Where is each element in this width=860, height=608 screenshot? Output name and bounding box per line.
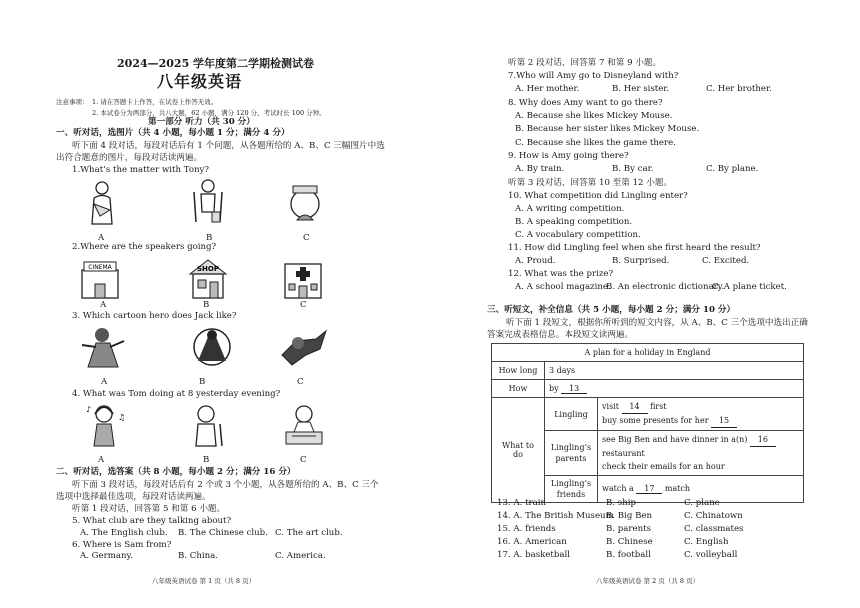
lingling-label: Lingling [545, 398, 598, 431]
q11-option-b: B. Surprised. [612, 256, 670, 266]
q16-option-b: B. Chinese [606, 537, 653, 547]
q9-option-b: B. By car. [612, 164, 654, 174]
table-title: A plan for a holiday in England [492, 344, 804, 362]
how-long-value: 3 days [545, 362, 804, 380]
notice-1: 1. 请在答题卡上作答，在试卷上作答无效。 [92, 98, 218, 106]
q4-label-a: A [98, 455, 105, 465]
q1-image-c-headache [283, 180, 327, 226]
q2-image-b-shop [186, 254, 230, 300]
q2-image-c-hospital [281, 254, 325, 300]
q17-option-c: C. volleyball [684, 550, 738, 560]
how-long-label: How long [492, 362, 545, 380]
q10-option-b: B. A speaking competition. [515, 217, 633, 227]
q9-option-a: A. By train. [515, 164, 565, 174]
dialogue1-instruction: 听第 1 段对话，回答第 5 和第 6 小题。 [72, 504, 226, 514]
q3-label-b: B [199, 377, 206, 387]
q6-option-c: C. America. [275, 551, 326, 561]
q6-option-a: A. Germany. [80, 551, 133, 561]
parents-label: Lingling’s parents [545, 431, 598, 476]
q5-option-b: B. The Chinese club. [178, 528, 268, 538]
q4-image-b-boy-standing [186, 402, 230, 448]
blank-16: 16 [750, 433, 776, 447]
section1-heading: 一、听对话，选图片（共 4 小题，每小题 1 分；满分 4 分） [56, 128, 290, 138]
section3-instruction-cont: 答案完成表格信息。本段短文读两遍。 [487, 330, 634, 340]
q17-option-b: B. football [606, 550, 651, 560]
q7-option-c: C. Her brother. [706, 84, 772, 94]
q11-option-a: A. Proud. [515, 256, 556, 266]
question-7: 7.Who will Amy go to Disneyland with? [508, 71, 679, 81]
q4-label-b: B [203, 455, 210, 465]
q7-option-b: B. Her sister. [612, 84, 670, 94]
q8-option-b: B. Because her sister likes Mickey Mouse. [515, 124, 700, 134]
table-row [492, 380, 804, 398]
q15-option-b: B. parents [606, 524, 651, 534]
part1-heading: 第一部分 听力（共 30 分） [148, 117, 255, 127]
blank-14: 14 [622, 400, 648, 414]
q16-option-a: 16. A. American [497, 537, 567, 547]
notice-2: 2. 本试卷分为两部分，共八大题，62 小题，满分 120 分，考试时长 100 分钟。 [92, 109, 326, 117]
q14-option-c: C. Chinatown [684, 511, 743, 521]
q2-label-c: C [300, 300, 307, 310]
notice-label: 注意事项： [56, 98, 89, 106]
what-to-do-label: What to do [492, 398, 545, 503]
q5-option-c: C. The art club. [275, 528, 343, 538]
q10-option-c: C. A vocabulary competition. [515, 230, 641, 240]
question-9: 9. How is Amy going there? [508, 151, 629, 161]
question-3: 3. Which cartoon hero does Jack like? [72, 311, 237, 321]
question-4: 4. What was Tom doing at 8 yesterday evening? [72, 389, 281, 399]
q3-label-a: A [101, 377, 108, 387]
section1-instruction-cont: 出符合题意的图片，每段对话读两遍。 [56, 153, 203, 163]
q14-option-b: B. Big Ben [606, 511, 653, 521]
exam-subject: 八年级英语 [157, 72, 243, 91]
q3-image-b-batman [186, 325, 236, 371]
footer-right: 八年级英语试卷 第 2 页（共 8 页） [596, 577, 700, 585]
q1-image-b-crutches [186, 178, 230, 224]
q1-label-b: B [206, 233, 213, 243]
parents-plan [598, 431, 804, 476]
q2-image-a-cinema [78, 254, 122, 300]
blank-17: 17 [636, 484, 662, 494]
q2-label-b: B [203, 300, 210, 310]
q13-option-b: B. ship [606, 498, 636, 508]
q16-option-c: C. English [684, 537, 729, 547]
section2-instruction: 听下面 3 段对话，每段对话后有 2 个或 3 个小题，从各题所给的 A、B、C 三个 [72, 480, 379, 490]
table-row [492, 344, 804, 362]
shop-sign: SHOP [197, 265, 219, 273]
friends-watch: watch a [602, 484, 634, 493]
section2-instruction-cont: 选项中选择最佳选项，每段对话读两遍。 [56, 492, 211, 502]
q1-image-a-arm-sling [80, 180, 124, 226]
q10-option-a: A. A writing competition. [515, 204, 625, 214]
how-prefix: by [549, 383, 559, 393]
q1-label-a: A [98, 233, 105, 243]
question-10: 10. What competition did Lingling enter? [508, 191, 688, 201]
q13-option-c: C. plane [684, 498, 720, 508]
q15-option-c: C. classmates [684, 524, 744, 534]
parents-line1b: restaurant [602, 449, 645, 458]
dialogue2-instruction: 听第 2 段对话，回答第 7 和第 9 小题。 [508, 58, 662, 68]
section2-heading: 二、听对话，选答案（共 8 小题，每小题 2 分；满分 16 分） [56, 467, 296, 477]
lingling-buy: buy some presents for her [602, 416, 709, 425]
blank-15: 15 [711, 414, 737, 428]
question-6: 6. Where is Sam from? [72, 540, 172, 550]
friends-label: Lingling’s friends [545, 476, 598, 503]
lingling-visit: visit [602, 402, 619, 411]
lingling-plan [598, 398, 804, 431]
q12-option-a: A. A school magazine. [515, 282, 611, 292]
holiday-plan-table [491, 343, 804, 503]
parents-line2: check their emails for an hour [602, 462, 725, 471]
q12-option-b: B. An electronic dictionary. [606, 282, 725, 292]
blank-13: 13 [561, 384, 587, 394]
q4-image-c-doing-homework [282, 402, 326, 448]
question-1: 1.What’s the matter with Tony? [72, 165, 209, 175]
parents-line1a: see Big Ben and have dinner in a(n) [602, 435, 748, 444]
svg-text:♫: ♫ [118, 413, 126, 422]
q15-option-a: 15. A. friends [497, 524, 556, 534]
question-5: 5. What club are they talking about? [72, 516, 232, 526]
q6-option-b: B. China. [178, 551, 219, 561]
q2-label-a: A [100, 300, 107, 310]
question-11: 11. How did Lingling feel when she first heard the result? [508, 243, 761, 253]
q4-image-a-listening-music [82, 402, 126, 448]
q4-label-c: C [300, 455, 307, 465]
question-2: 2.Where are the speakers going? [72, 242, 217, 252]
section1-instruction: 听下面 4 段对话，每段对话后有 1 个问题，从各题所给的 A、B、C 三幅图片中选 [72, 141, 385, 151]
q13-option-a: 13. A. train [497, 498, 547, 508]
q11-option-c: C. Excited. [702, 256, 750, 266]
table-row [492, 398, 804, 431]
q3-image-c-spiderman [276, 325, 330, 371]
q1-label-c: C [303, 233, 310, 243]
q9-option-c: C. By plane. [706, 164, 759, 174]
q17-option-a: 17. A. basketball [497, 550, 570, 560]
q7-option-a: A. Her mother. [515, 84, 580, 94]
q3-label-c: C [297, 377, 304, 387]
question-12: 12. What was the prize? [508, 269, 614, 279]
how-label: How [492, 380, 545, 398]
exam-title: 2024—2025 学年度第二学期检测试卷 [117, 57, 315, 70]
q5-option-a: A. The English club. [80, 528, 168, 538]
question-8: 8. Why does Amy want to go there? [508, 98, 663, 108]
q14-option-a: 14. A. The British Museum [497, 511, 614, 521]
q3-image-a-superhero [78, 325, 128, 371]
cinema-sign: CINEMA [88, 264, 112, 271]
section3-instruction: 听下面 1 段短文，根据你所听到的短文内容，从 A、B、C 三个选项中选出正确 [506, 318, 808, 328]
friends-match: match [664, 484, 691, 493]
section3-heading: 三、听短文，补全信息（共 5 小题，每小题 2 分；满分 10 分） [487, 305, 736, 315]
dialogue3-instruction: 听第 3 段对话，回答第 10 至第 12 小题。 [508, 178, 673, 188]
svg-text:♪: ♪ [86, 405, 92, 414]
q8-option-c: C. Because she likes the game there. [515, 138, 676, 148]
q12-option-c: C. A plane ticket. [712, 282, 787, 292]
table-row [492, 362, 804, 380]
q8-option-a: A. Because she likes Mickey Mouse. [515, 111, 673, 121]
footer-left: 八年级英语试卷 第 1 页（共 8 页） [152, 577, 256, 585]
how-value [545, 380, 804, 398]
lingling-first: first [650, 402, 667, 411]
